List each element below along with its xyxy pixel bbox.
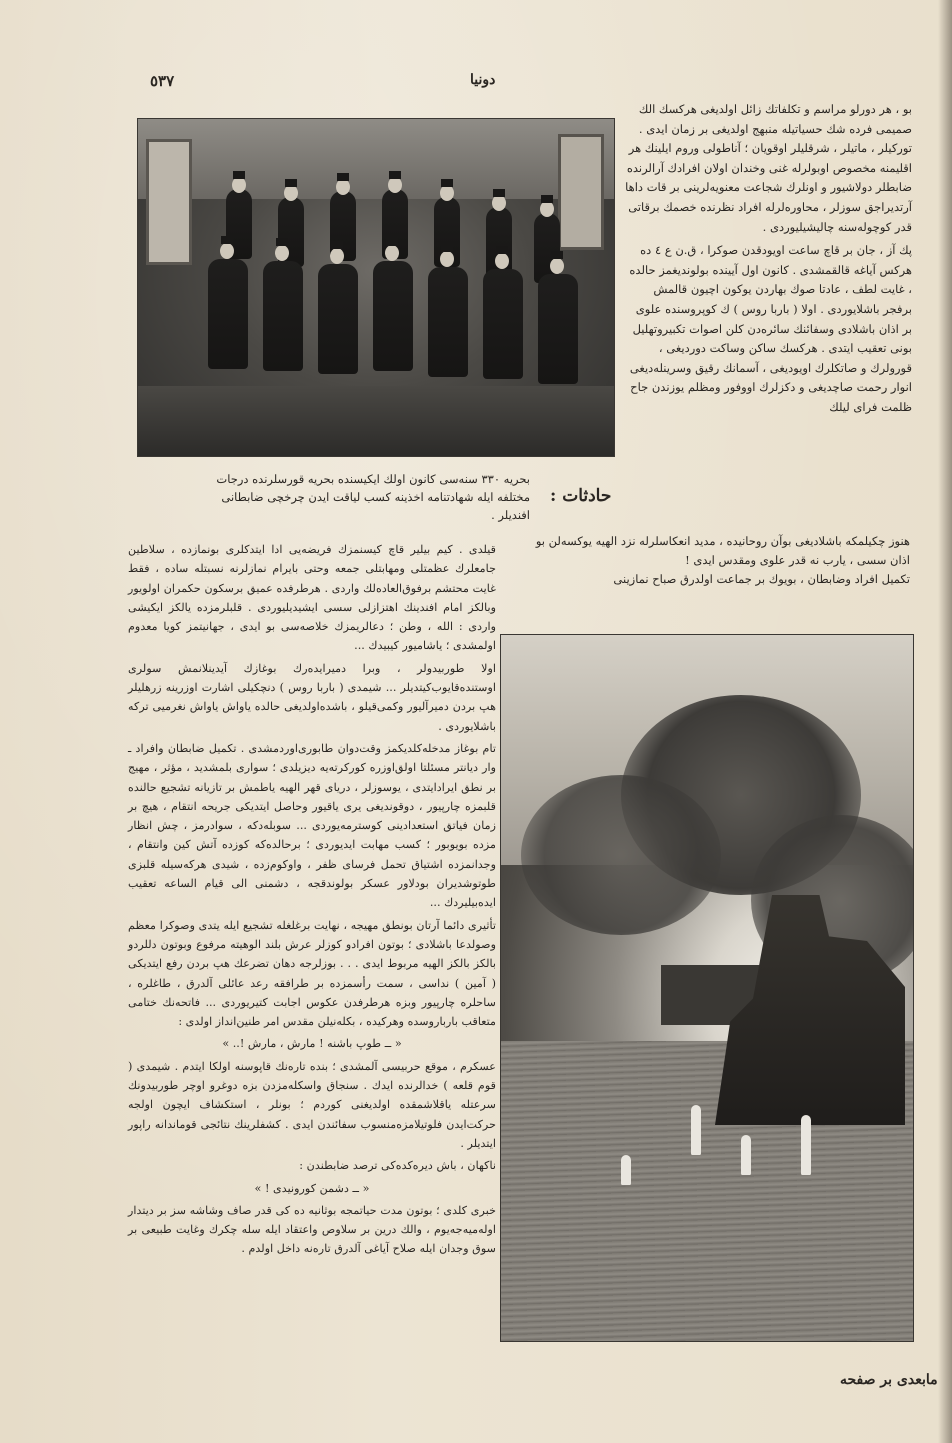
photo-background-wall: [138, 119, 614, 199]
photo-seated-figure: [373, 261, 413, 371]
article-paragraph: تأثیری دائما آرتان بونطق مهیجه ، نهایت برغلغله تشجیع ایله یتدی وصوکرا معظم وصولدعا باشلادی ؛ بوتون افرادو کوزلر عرش بلند الوهیته مرفوع وبوتون دللردو بالکز بالکز الهیه مربوط ایدی . . . بوزلرجه دهان تضرعك هپ بردن رفع ایتدیکی ( آمین ) نداسی ، سمت رأسمزده بر طرافقه رعد عائلی آلدرق ، طاغلره ، ساحلره چارپیور وبزه هرطرفدن عکوس اجابت کتیریوردی ... فاتحه‌نك ختامی متعاقب بارباروسده وهرکیده ، بکله‌نیلن مقدس امر طنین‌انداز اولدی :: [128, 918, 496, 1029]
photo-seated-figure: [483, 269, 523, 379]
photo-fez: [441, 179, 453, 187]
article-paragraph: عسکرم ، موقع حربیسی آلمشدی ؛ بنده تاره‌نك قاپوسنه اولکا ایتدم . شیمدی ( قوم قلعه ) خدالرنده ایدك . سنجاق واسکله‌مزدن بزه دوغرو اوچر طوربیدونك سرعتله یاقلاشمقده اولدیغنی کوردم ؛ بونلر ، استکشاف ایچون اولجه حرکت‌ایدن فلوتیلامزه‌منسوب سفائندن ایدی . کشفلرینك نتائجی قوماندانه راپور ایتدیلر .: [128, 1059, 496, 1150]
photo-fez: [493, 189, 505, 197]
photo-head: [540, 201, 554, 217]
page-number: ٥٣٧: [150, 72, 175, 90]
photo-fez: [331, 241, 343, 249]
photo-fez: [441, 244, 453, 252]
article-column-left: [128, 540, 496, 1262]
article-quote: « ــ دشمن کورونیدی ! »: [254, 1181, 370, 1195]
photo-window-left: [146, 139, 192, 265]
photo-fez: [233, 171, 245, 179]
engraving-splash: [801, 1115, 811, 1175]
photo-head: [284, 185, 298, 201]
photo-head: [275, 245, 289, 261]
photo-head: [336, 179, 350, 195]
continued-on-next-page: مابعدی بر صفحه: [840, 1372, 938, 1388]
photo-head: [385, 245, 399, 261]
photo-head: [388, 177, 402, 193]
article-paragraph: بو ، هر دورلو مراسم و تکلفاتك زائل اولدیغی هرکسك الك صمیمی فرده شك حسیاتیله منبهج اولدیغی بر زمان ایدی . تورکیلر ، ماتیلر ، شرقلیلر اوقویان ؛ آناطولی وروم ایلینك هر اقلیمنه مخصوص اوبولرله غنی وخندان اولان افرادك آرالرنده ضابطلر دولاشیور و اونلرك شجاعت معنویه‌لرینی بر قات داها آرتدیراجق سوزلر ، محاوره‌لرله افراد نظرنده خصمك برقاتی قدر کوچوله‌سنه چالیشیلیوردی .: [625, 102, 912, 234]
photo-window-right: [558, 134, 604, 250]
engraving-splash: [691, 1105, 701, 1155]
photo-head: [550, 258, 564, 274]
photo-ground: [138, 386, 614, 456]
photo-fez: [496, 246, 508, 254]
page-header-title: دونیا: [470, 72, 496, 88]
article-paragraph: خبری کلدی ؛ بوتون مدت حیاتمجه بوثانیه ده کی قدر صاف وشاشه سز بر دیتدار اوله‌میه‌جه‌یوم ، والك درین بر سلاوص واعتقاد ایله سله چکرك وغایت طبیعی بر سوق وجدان ایله صلاح آیاغی آلدرق تاره‌نه داخل اولدم .: [128, 1203, 496, 1256]
article-quote: « ــ طوپ باشنه ! مارش ، مارش !.. »: [222, 1037, 402, 1051]
engraving-splash: [741, 1135, 751, 1175]
page-edge-shadow: [938, 0, 952, 1443]
photo-head: [440, 185, 454, 201]
engraving-splash: [621, 1155, 631, 1185]
photo-seated-figure: [208, 259, 248, 369]
photo-fez: [221, 236, 233, 244]
article-paragraph: پك آز ، جان بر قاچ ساعت اویودقدن صوکرا ، ق.ن ع ٤ ده هرکس آیاغه قالقمشدی . کانون اول آیینده بولوندیغمز حالده ، غایت لطف ، عادتا صوك بهاردن یوکون اچیون قالمش برفجر باشلایوردی . اولا ( باربا روس ) ك کوپروسنده علوی بر اذان باشلادی وسفائنك سائره‌دن کلن اصوات تکبیروتهلیل بونی تعقیب ایتدی . هرکسك ساکن وساکت دوردیغی ، قورولرك و صاتکلرك اویودیغی ، آسمانك رقیق وسرینله‌دیغی انوار رحمت صاچدیغی و دکزلرك اووفور ومظلم یوزندن جاح ظلمت فرای لیلك: [629, 243, 912, 414]
photo-fez: [541, 195, 553, 203]
article-paragraph: تکمیل افراد وضابطان ، بویوك بر جماعت اولدرق صباح نمازینی: [613, 572, 910, 586]
officers-group-photo: [137, 118, 615, 457]
naval-battle-engraving: [500, 634, 914, 1342]
photo-seated-figure: [318, 264, 358, 374]
article-paragraph: تام بوغاز مدخله‌کلدیکمز وقت‌دوان طابوری‌اوردمشدی . تکمیل ضابطان وافراد ـ وار دیانتر مسئلتا اولق‌اوزره کورکرته‌یه دیزیلدی ؛ سواری بلمشدید ، مؤثر ، مهیج بر نطق ایراد‌ایتدی ، یوسوزلر ، دریای قهر الهیه یاطمش بر تازیانه تشجیع حالنده قلبمزه چارپیور ، دوقوندیغی یری یاقیور وحاصل ایتدیکی جریحه انتقام ، هیچ بر زمان فیاتق استعدادینی کوسترمه‌یوردی ... سوبله‌دکه ، سوادرمز ، چش انظار مزده بویوبور ؛ کسب مهابت ایدیوردی ؛ برحالده‌که کوزده آتش کین وانتقام ، وجدانمزده اشتیاق تحمل فرسای ظفر ، واوکوم‌زده ، شیدی هرکه‌سیله قلبزی طوتوشدیران بودلاور عسکر بولوندقجه ، دشمنی الی قیام الساعه تعقیب ایده‌بیلیردك ...: [128, 741, 496, 910]
photo-seated-figure: [538, 274, 578, 384]
photo-fez: [386, 238, 398, 246]
caption-label: حادثات :: [550, 486, 612, 506]
photo-fez: [389, 171, 401, 179]
photo-head: [495, 253, 509, 269]
photo-head: [492, 195, 506, 211]
photo-caption: بحریه ۳۳۰ سنه‌سی کانون اولك ایکیسنده بحریه قورسلرنده درجات مختلفه ایله شهادتنامه اخذینه کسب لیاقت ایدن چرخچی ضابطانی افندیلر .: [216, 472, 530, 522]
photo-head: [330, 248, 344, 264]
photo-fez: [337, 173, 349, 181]
article-paragraph: ناکهان ، باش دیره‌کده‌کی ترصد ضابطندن :: [299, 1159, 496, 1173]
photo-seated-figure: [263, 261, 303, 371]
photo-head: [232, 177, 246, 193]
article-continuation: [520, 532, 910, 589]
photo-head: [440, 251, 454, 267]
photo-fez: [551, 251, 563, 259]
article-column-top-right: [624, 100, 912, 422]
engraving-smoke: [521, 775, 721, 935]
photo-fez: [285, 179, 297, 187]
photo-fez: [276, 238, 288, 246]
photo-head: [220, 243, 234, 259]
article-paragraph: هنوز چکیلمکه باشلادیغی بوآن روحانیده ، مدید انعکاسلرله نزد الهیه یوکسه‌لن بو اذان سسی ، یارب نه قدر علوی ومقدس ایدی !: [535, 534, 910, 567]
article-paragraph: قیلدی . کیم بیلیر قاچ کیسنمزك فریضه‌یی ادا ایتدکلری بونمازده ، سلاطین جامعلرك عظمتلی ومهابتلی جمعه وحتی بایرام نمازلرنه نسبتله ساده ، فقط غایت محتشم برفوق‌العاده‌لك واردی . هرطرفده عمیق برسکون حکمران اولویور وبالکز امام افندینك اهتزازلی سسی ایشیدیلیوردی . قلبلرمزده یالکز ایکیشی واردی : الله ، وطن ؛ دعالریمزك خلاصه‌سی بو ایدی ، جهانیتمز کویا معدوم اولمشدی ؛ یاشامیور کیبیدك ...: [128, 543, 496, 653]
photo-seated-figure: [428, 267, 468, 377]
article-paragraph: اولا طوربیدولر ، وبرا دمیرایده‌رك بوغازك آیدینلانمش سولری اوستنده‌قایوب‌کیتدیلر ... شیمدی ( باربا روس ) دنچکیلی اشارت اوزرینه زرهلیلر هپ بردن دمیرآلیور وکمی‌قیلو ، باشده‌اولدیغی حالده یاواش یاواش نغرمیی ترکه باشلایوردی .: [128, 661, 496, 733]
